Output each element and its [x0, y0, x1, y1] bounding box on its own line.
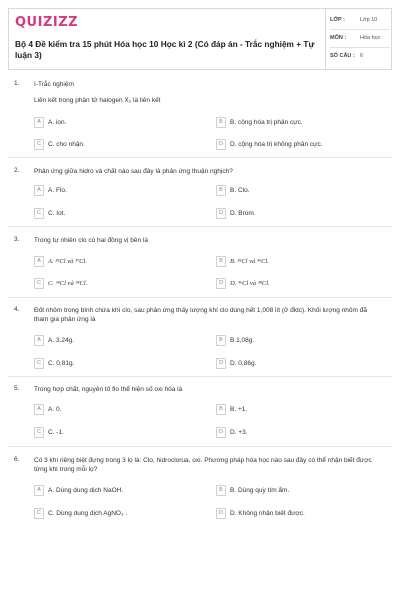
meta-divider: [330, 29, 390, 30]
option-letter: D: [216, 278, 226, 289]
option-letter: D: [216, 508, 226, 519]
option-text: C. ³⁵Cl và ³⁴Cl.: [48, 280, 88, 287]
option-text: B. cộng hóa trị phân cực.: [230, 119, 303, 126]
option-letter: A: [34, 256, 44, 267]
option-text: C. -1.: [48, 429, 64, 436]
section-label: I-Trắc nghiệm: [34, 81, 74, 88]
option-text: D. +3.: [230, 429, 248, 436]
meta-divider: [330, 47, 390, 48]
question-number: 4.: [14, 306, 20, 313]
worksheet-meta: [325, 9, 393, 69]
option-letter: C: [34, 358, 44, 369]
option-letter: C: [34, 208, 44, 219]
question-number: 6.: [14, 456, 20, 463]
option-letter: D: [216, 208, 226, 219]
option-text: D. cộng hóa trị không phân cực.: [230, 141, 323, 148]
option-text: A. Dùng dung dịch NaOH.: [48, 487, 124, 494]
option-letter: B: [216, 335, 226, 346]
question-text: Trong tự nhiên clo có hai đồng vị bền là: [34, 237, 148, 244]
option-letter: B: [216, 404, 226, 415]
option-text: A. 0.: [48, 406, 62, 413]
option-letter: B: [216, 185, 226, 196]
question-number: 3.: [14, 236, 20, 243]
question-text: Trong hợp chất, nguyên tố flo thể hiện số oxi hóa là: [34, 386, 183, 393]
meta-grade: LỚP : Lớp 10: [330, 17, 378, 23]
option-text: A. 3,24g.: [48, 337, 75, 344]
option-letter: D: [216, 427, 226, 438]
worksheet-title: Bộ 4 Đề kiểm tra 15 phút Hóa học 10 Học kì 2 (Có đáp án - Trắc nghiệm + Tự luận 3): [15, 39, 315, 60]
option-text: B. Clo.: [230, 187, 250, 194]
question-divider: [8, 157, 392, 158]
meta-question-count: SỐ CÂU : 6: [330, 53, 364, 59]
question-divider: [8, 376, 392, 377]
option-letter: A: [34, 404, 44, 415]
worksheet-header: [8, 8, 392, 70]
option-letter: A: [34, 335, 44, 346]
option-text: D. ³⁶Cl và ³⁸Cl.: [230, 280, 270, 287]
option-letter: B: [216, 485, 226, 496]
option-letter: C: [34, 508, 44, 519]
option-letter: B: [216, 117, 226, 128]
question-divider: [8, 226, 392, 227]
option-text: C. Iot.: [48, 210, 66, 217]
quizizz-logo: QUIZIZZ: [15, 15, 79, 30]
option-letter: D: [216, 358, 226, 369]
question-number: 1.: [14, 80, 20, 87]
question-divider: [8, 297, 392, 298]
option-text: B. Dùng quỳ tím ẩm.: [230, 487, 290, 494]
option-text: D. 0,86g.: [230, 360, 257, 367]
option-letter: C: [34, 427, 44, 438]
question-number: 2.: [14, 167, 20, 174]
question-divider: [8, 446, 392, 447]
option-text: B.1,08g.: [230, 337, 255, 344]
question-text: Có 3 khí riêng biệt đựng trong 3 lọ là: Clo, hidroclorua, oxi. Phương pháp hóa học nào sau đây có thể nhận biết được từng khí trong mỗi lọ?: [34, 457, 372, 473]
option-text: D. Không nhận biết được.: [230, 510, 305, 517]
option-text: C. Dùng dung dịch AgNO₃ .: [48, 510, 128, 517]
question-text: Đốt nhôm trong bình chứa khí clo, sau phản ứng thấy lượng khí clo dùng hết 1,008 lít (ở đktc). Khối lượng nhôm đã tham gia phản ứng là: [34, 307, 367, 323]
option-text: A. Flo.: [48, 187, 67, 194]
option-letter: C: [34, 278, 44, 289]
option-text: B. +1.: [230, 406, 248, 413]
option-letter: A: [34, 117, 44, 128]
option-letter: D: [216, 139, 226, 150]
question-text: Phản ứng giữa hidro và chất nào sau đây là phản ứng thuận nghịch?: [34, 168, 233, 175]
option-text: A. ion.: [48, 119, 67, 126]
option-letter: A: [34, 185, 44, 196]
option-letter: B: [216, 256, 226, 267]
option-text: C. 0,81g.: [48, 360, 75, 367]
question-number: 5.: [14, 385, 20, 392]
meta-subject: MÔN : Hóa học: [330, 35, 381, 41]
option-letter: C: [34, 139, 44, 150]
option-text: A. ³⁵Cl và ³⁷Cl.: [48, 258, 87, 265]
question-text: Liên kết trong phân tử halogen X₂ là liên kết: [34, 97, 161, 104]
option-text: D. Brom.: [230, 210, 256, 217]
option-letter: A: [34, 485, 44, 496]
option-text: B. ³⁵Cl và ³⁶Cl.: [230, 258, 269, 265]
option-text: C. cho nhận.: [48, 141, 85, 148]
